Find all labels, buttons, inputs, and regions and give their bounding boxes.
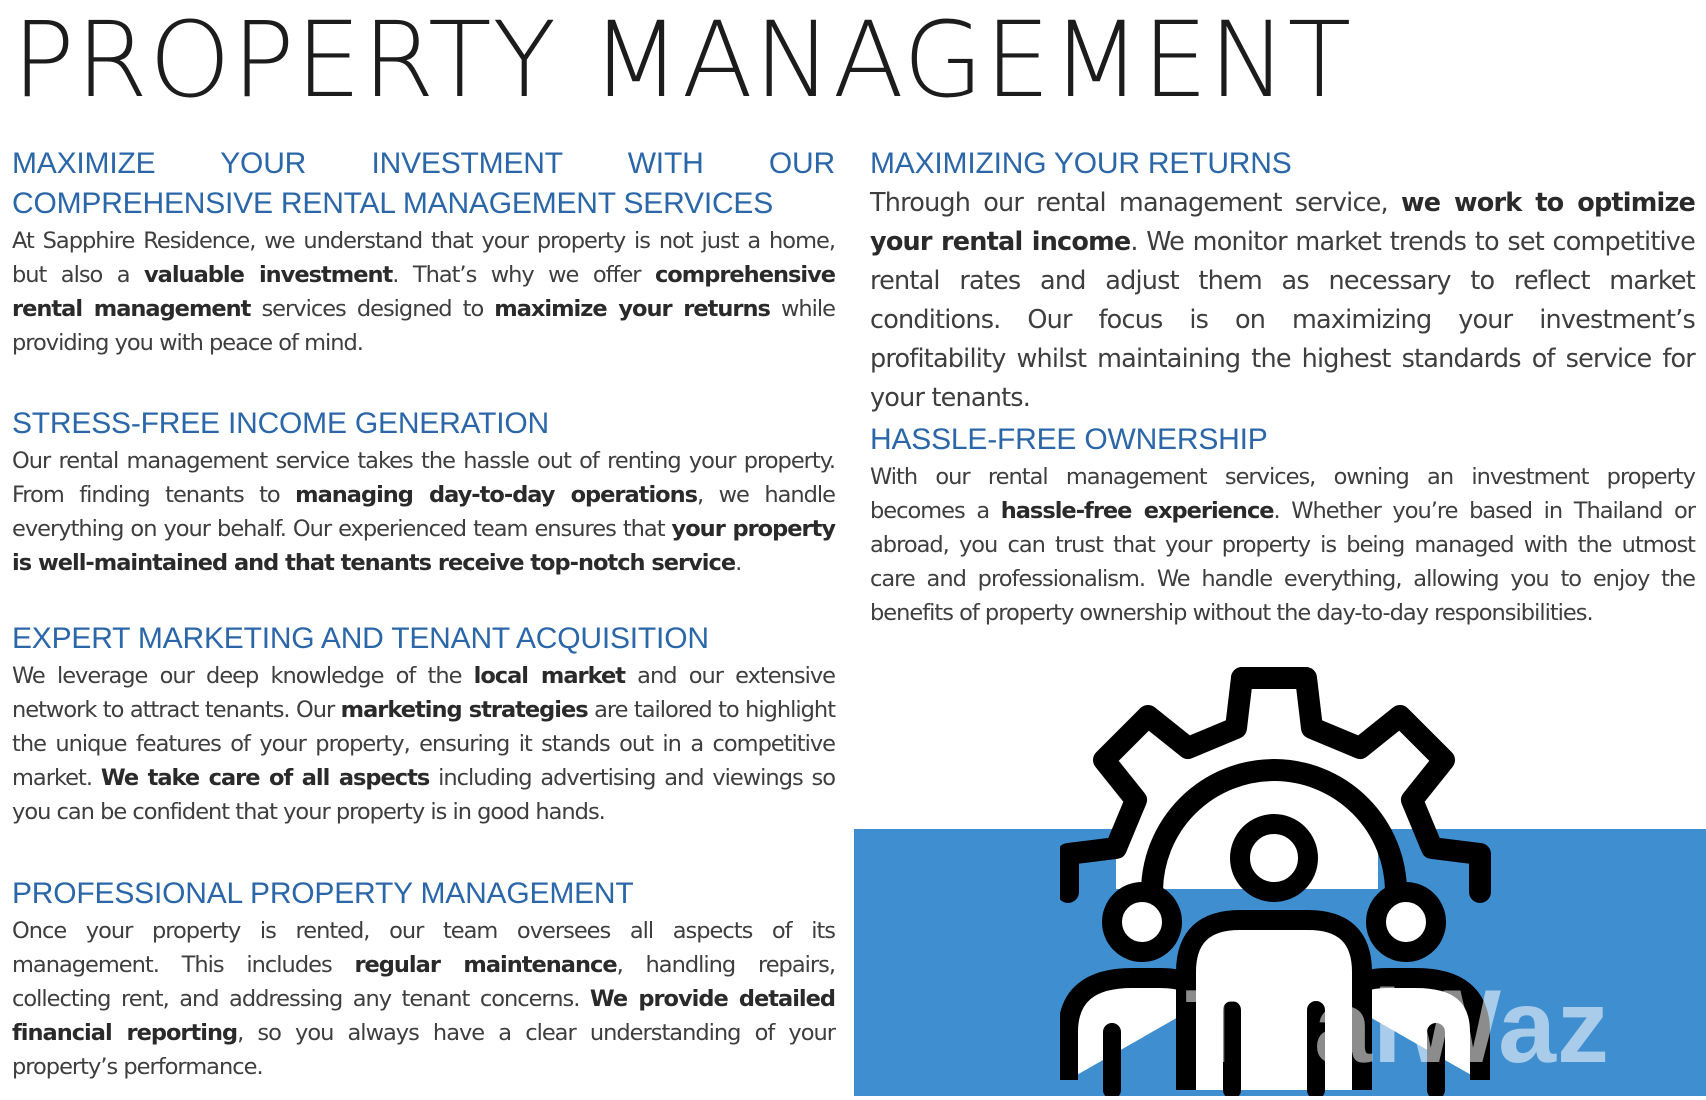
section-heading: EXPERT MARKETING AND TENANT ACQUISITION xyxy=(12,622,709,655)
body-text: . xyxy=(735,550,742,576)
emphasis-text: We take care of all aspects xyxy=(100,765,430,791)
section-heading: HASSLE-FREE OWNERSHIP xyxy=(870,423,1268,456)
body-text: . We monitor market trends to set competitive rental rates and adjust them as necessary to reflect market conditions. Our focus is on maximizing your investment’s profitability whilst maintaining the highest standards of service for your tenants. xyxy=(870,227,1695,413)
body-text: We leverage our deep knowledge of the xyxy=(12,663,474,689)
body-text: At Sapphire Residence, we understand that your property is not just a home, but also a xyxy=(12,228,835,288)
body-text: Through our rental management service, xyxy=(870,188,1401,218)
emphasis-text: local market xyxy=(473,663,625,689)
section-body xyxy=(12,659,835,829)
body-text: Our rental management service takes the hassle out of renting your property. From finding tenants to xyxy=(12,448,835,508)
section-body xyxy=(12,224,835,360)
section-stress-free-income xyxy=(12,404,835,580)
body-text: With our rental management services, owning an investment property becomes a xyxy=(870,464,1695,524)
body-text: services designed to xyxy=(250,296,495,322)
emphasis-text: valuable investment xyxy=(143,262,393,288)
body-text: including advertising and viewings so you can be confident that your property is in good hands. xyxy=(12,765,835,825)
section-heading: MAXIMIZING YOUR RETURNS xyxy=(870,147,1292,180)
section-body xyxy=(12,914,835,1084)
section-maximize-investment xyxy=(12,144,835,360)
section-body xyxy=(12,444,835,580)
section-body xyxy=(870,184,1695,418)
section-heading: STRESS-FREE INCOME GENERATION xyxy=(12,407,550,440)
section-hassle-free-ownership xyxy=(870,420,1695,630)
emphasis-text: maximize your returns xyxy=(494,296,770,322)
body-text: and our extensive network to attract tenants. Our xyxy=(12,663,835,723)
section-heading: PROFESSIONAL PROPERTY MANAGEMENT xyxy=(12,877,634,910)
body-text: while providing you with peace of mind. xyxy=(12,296,835,356)
body-text: are tailored to highlight the unique features of your property, ensuring it stands out in a competitive market. xyxy=(12,697,836,791)
body-text: , we handle everything on your behalf. Our experienced team ensures that xyxy=(12,482,836,542)
emphasis-text: comprehensive rental management xyxy=(12,262,835,322)
page-title: PROPERTY MANAGEMENT xyxy=(12,0,1353,121)
body-text: . Whether you’re based in Thailand or abroad, you can trust that your property is being managed with the utmost care and professionalism. We handle everything, allowing you to enjoy the benefits of property ownership without the day-to-day responsibilities. xyxy=(870,498,1695,626)
emphasis-text: managing day-to-day operations xyxy=(295,482,698,508)
emphasis-text: we work to optimize your rental income xyxy=(870,188,1695,257)
emphasis-text: We provide detailed financial reporting xyxy=(12,986,835,1046)
emphasis-text: marketing strategies xyxy=(340,697,588,723)
body-text: Once your property is rented, our team oversees all aspects of its management. This includes xyxy=(12,918,835,978)
section-body xyxy=(870,460,1695,630)
body-text: , handling repairs, collecting rent, and addressing any tenant concerns. xyxy=(12,952,835,1012)
emphasis-text: regular maintenance xyxy=(354,952,617,978)
emphasis-text: hassle-free experience xyxy=(1000,498,1274,524)
emphasis-text: your property is well-maintained and that tenants receive top-notch service xyxy=(12,516,836,576)
body-text: , so you always have a clear understanding of your property’s performance. xyxy=(12,1020,835,1080)
section-expert-marketing xyxy=(12,619,835,829)
section-maximizing-returns xyxy=(870,144,1695,418)
section-heading: MAXIMIZE YOUR INVESTMENT WITH OUR COMPREHENSIVE RENTAL MANAGEMENT SERVICES xyxy=(12,147,835,220)
section-professional-management xyxy=(12,874,835,1084)
watermark: ThaiWaz xyxy=(1185,969,1610,1085)
body-text: . That’s why we offer xyxy=(392,262,655,288)
